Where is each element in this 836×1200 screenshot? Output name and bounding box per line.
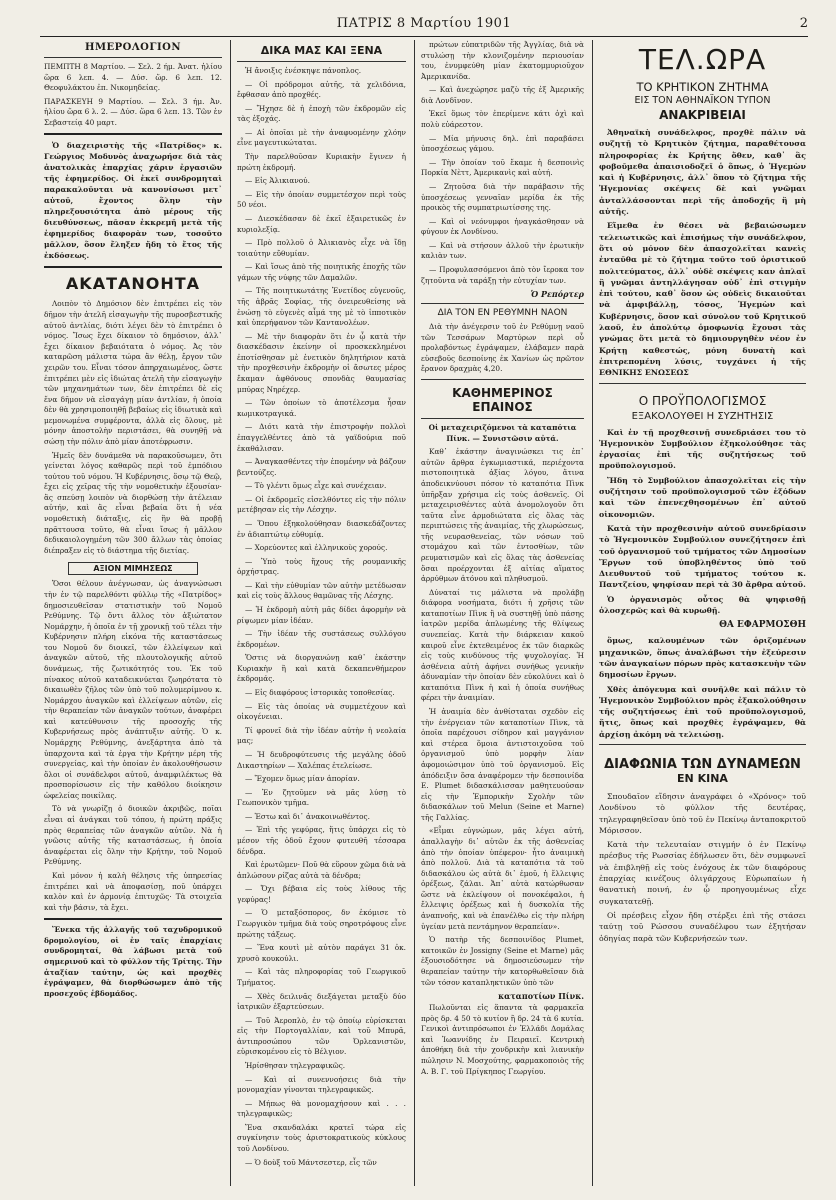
col3-paragraph: — Προφυλασσόμενοι ἀπὸ τὸν ἴεροκα τον ζητοῦντα νὰ ταράξῃ τὴν εὐτυχίαν των. [421,264,584,285]
column-4 [592,40,812,1186]
col2-paragraph: — Εἰς Ἀλικιανού. [245,176,310,186]
subheading-kritikon-zitima: ΤΟ ΚΡΗΤΙΚΟΝ ΖΗΤΗΜΑ [636,80,769,94]
col2-paragraph: — Χορεύοντες καὶ ἑλληνικοὺς χορούς. [245,543,388,553]
col4-paragraph-10: Σπουδαῖον εἴδησιν ἀναγράφει ὁ «Χρόνος» τοῦ Λονδίνου τὸ φύλλον τῆς δευτέρας, τηλεγραφηθεῖσαν ὑπὸ τοῦ ἐν Πεκίνῳ ἀνταποκριτοῦ Μόρισσον. [599,792,806,835]
col2-paragraph: Τὴν παρελθοῦσαν Κυριακὴν ἔγινεν ἡ πρώτη ἐκδρομή. [237,152,406,172]
col4-paragraph-4: Ἤδη τὸ Συμβούλιον ἀπασχολεῖται εἰς τὴν συζήτησιν τοῦ προϋπολογισμοῦ τῶν ἐξόδων καὶ τῶν ἐπενεχθησομένων ἐπ᾽ αὐτοῦ οἰκονομιῶν. [599,475,806,519]
heading-akatanoita: ΑΚΑΤΑΝΟΗΤΑ [65,274,201,294]
heading-diafonia: ΔΙΑΦΩΝΙΑ ΤΩΝ ΔΥΝΑΜΕΩΝ [604,757,801,772]
col2-paragraph: — Αἱ ὁποῖαι μὲ τὴν ἀναφυομένην χλόην εἶνε μαγευτικώταται. [237,127,406,148]
subheading-syzitisis: ΕΞΑΚΟΛΟΥΘΕΙ Η ΣΥΖΗΤΗΣΙΣ [631,410,774,422]
col2-paragraph: Τί φρονεῖ διὰ τὴν ἰδέαν αὐτὴν ἡ νεολαία μας; [237,725,406,746]
reporter-signature: Ὁ Ρεπόρτερ [530,289,584,300]
col2-paragraph: — Ἐπὶ τῆς γεφύρας, ἥτις ὑπάρχει εἰς τὸ μέσον τῆς ὁδοῦ ἔχουν φυτευθῆ τέσσαρα δένδρα. [237,825,406,856]
col4-paragraph-9: Χθὲς ἀπόγευμα καὶ συνῆλθε καὶ πάλιν τὸ Ἡγεμονικὸν Συμβούλιον πρὸς ἐξακολούθησιν τῆς συζητήσεως ἐπὶ τοῦ προϋπολογισμοῦ, ἥτις, ὅπως καὶ προχθὲς ἐγράψαμεν, θὰ ἀρχίσῃ ἀκόμη νὰ τελειώσῃ. [599,684,806,739]
col2-paragraph: — Ἡ δευδροφύτευσις τῆς μεγάλης ὁδοῦ Δικαστηρίων — Χαλέπας ἐτελείωσε. [237,749,406,770]
col4-emphasis: ΘΑ ΕΦΑΡΜΟΣΘΗ [719,620,806,631]
epainos-paragraph-2: Δύναταί τις μάλιστα νὰ προλάβῃ διάφορα νοσήματα, διότι ἡ χρῆσις τῶν καταποτίων Πὶνκ ἢ νὰ συστηθῇ ὑπὸ πάσης ἰατρῶν μερίδα ἀπλωμένης τῆς θλίψεως συνεπείας. Κατὰ τὴν διάρκειαν κακοῦ καιροῦ εἶνε ἐκτεθειμένος ἐκ τῶν διαρκῶς εἰς τοὺς κινδύνους τῆς ψυχολογίας. Ἡ ἀσθένεια αὐτὴ ἀφήνει συνήθως γενικὴν ἀδυναμίαν τὴν ὁποίαν δὲν εὐκολύνει καὶ ὁ καταπότια Πὶνκ ἡ καὶ ἡ ὁποία συνήθως φέρει τὴν ἀναιμίαν. [421,587,584,703]
col2-paragraph: Ἡ ἄνοιξις ἐνέσκηψε πάνοπλος. [245,66,362,75]
announcement: Ὁ διαχειριστὴς τῆς «Πατρίδος» κ. Γεώργιος Μοδυνὸς ἀναχωρήσε διὰ τὰς ἀνατολικὰς ἐπαρχίας χάριν ἐργασιῶν τῆς ἐφημερίδος. Οἱ ἐκεῖ συνδρομηταὶ παρακαλοῦνται νὰ κανονίσωσι μετ᾽ αὐτοῦ, ἔχοντος ὅλην τὴν πληρεξουσιότητα ἀπὸ μέρους τῆς διευθύνσεως, πᾶσαν ἐκκρεμῆ μετὰ τῆς ἐφημερίδος διαφορὰν των, τοσοῦτο μᾶλλον, ὅσον ἔληξεν ἤδη τὸ ἔτος τῆς ἐκδόσεως. [44,141,222,261]
col2-paragraph: — Διότι κατὰ τὴν ἐπιστροφὴν πολλοὶ ἐπαγγελθέντες ἀπὸ τὰ γαϊδούρια ποῦ ἐκαθάλισαν. [237,422,406,453]
heading-proypologismos: Ο ΠΡΟΫΠΟΛΟΓΙΣΜΟΣ [638,393,767,408]
col2-paragraph: — Εἰς διαφόρους ἱστορικὰς τοποθεσίας. [245,688,395,698]
col4-paragraph-2: Εἴμεθα ἐν θέσει νὰ βεβαιώσωμεν τελειωτικῶς καὶ ἐπισήμως τὴν συνάδελφον, ὅτι οὐ μόνον δὲν ἀπασχολεῖται κανεὶς ἐνταῦθα μὲ τὸ ζήτημα τοῦτο τοῦ ὁριστικοῦ πολιτεύματος, ἀλλ᾽ οὐδὲ σκέψεις καν ἀπλαῖ ἢ γνῶμαι ἀντηλλάγησαν οὐδ᾽ ἐπὶ στιγμὴν ἐπὶ τούτου, καθ᾽ ὅσον ὡς οὐδεὶς δικαιοῦται νὰ ἀμφιβάλλῃ, τόσος, Ἡγεμὼν καὶ Κυβέρνησις, ὅσον καὶ σύνολον τοῦ Κρητικοῦ λαοῦ, ἐν ἀπολύτῳ ὁμοφωνίᾳ ἔχουσι τὰς γνώμας ὅτι μετὰ τὸ δημιουργηθὲν νέον ἐν Κρήτῃ καθεστώς, μόνη δυνατὴ καὶ ἐπιτρεπομένη λύσις, τυγχάνει ἡ τῆς ΕΘΝΙΚΗΣ ΕΝΩΣΕΩΣ [599,221,806,378]
col2-paragraph: — Οἱ πρόδρομοι αὐτῆς, τὰ χελιδόνια, ἔφθασαν ἀπὸ προχθές. [237,79,406,100]
col2-paragraph: Ὅστις νὰ διοργανώνῃ καθ᾽ ἑκάστην Κυριακὴν ἢ καὶ κατὰ δεκαπενθήμερον ἐκδρομάς. [237,653,406,684]
epainos-product-name: καταποτίων Πίνκ. [498,991,584,1002]
col2-paragraph: — Καὶ τὴν εὐθυμίαν τῶν αὐτὴν μετέδωσαν καὶ εἰς τοὺς ἄλλους θαμῶνας τῆς Λέσχης. [237,580,406,601]
col2-paragraph: — Ἡ ἐκδρομὴ αὐτὴ μᾶς δίδει ἀφορμὴν νὰ ρίψωμεν μίαν ἰδέαν. [237,605,406,625]
epainos-paragraph-5: Ὁ πατὴρ τῆς δεσποινίδος Plumet, κατοικῶν ἐν Jossigny (Seine et Marne) μᾶς ἐξουσιοδότησε νὰ δημοσιεύσωμεν τὴν θεραπείαν ταύτην τὴν κατορθωθεῖσαν διὰ τῶν τόσον καταπληκτικῶν ὑπὸ τῶν [421,935,584,987]
page-number: 2 [799,16,808,31]
col2-paragraph: — Εἰς τὰς ὁποίας νὰ συμμετέχουν καὶ οἰκογένειαι. [237,701,406,722]
epainos-paragraph-4: «Εἶμαι εὐγνώμων, μᾶς λέγει αὐτή, ἀπαλλαγὴν δι᾽ αὐτῶν ἐκ τῆς ἀσθενείας ἀπὸ τὴν ὁποίαν ὑπέφερον· ἦτο ἀναιμικὴ ἀπὸ πολλοῦ. Διὰ τὰ καταπότια τὰ τοῦ διδασκάλου ὡς αὐτὰ δι᾽ ἐμοῦ, ἡ ἔλλειψις ὀρέξεως, ζάλαι. Ἀπ᾽ αὐτὰ κατώρθωσαν ὥστε νὰ ἐκλείψουν οἱ πονοκέφαλοι, ἡ ἔλλειψις ὀρέξεως καὶ ἡ δυσκολία τῆς ἀναπνοῆς, καὶ νὰ ἐπανέλθω εἰς τὴν πλήρη ὑγείαν μετὰ πεντάμηνον θεραπείαν». [421,826,584,931]
heading-aksion-mimiseos: ΑΞΙΟΝ ΜΙΜΗΣΕΩΣ [68,562,198,575]
column-2 [230,40,412,1186]
col2-paragraph: — Ἀναγκασθέντες τὴν ἑπομένην νὰ βάζουν βεντούζες. [237,457,406,477]
col2-paragraph: — Χθὲς δειλινᾶς διεξάγεται μεταξὺ δύο ἰατρικῶν ἐξαρτεύσεων. [237,991,406,1012]
subheading-athinaikon-typon: ΕΙΣ ΤΟΝ ΑΘΗΝΑΪΚΟΝ ΤΥΠΟΝ [634,95,771,106]
column-1 [38,40,228,1186]
col2-paragraph: — Τῶν ὁποίων τὸ ἀποτέλεσμα ἦσαν κωμικοτραγικά. [237,398,406,418]
naos-paragraph: Διὰ τὴν ἀνέγερσιν τοῦ ἐν Ρεθύμνῃ ναοῦ τῶν Τεσσάρων Μαρτύρων περὶ οὗ προλαβόντως ἐγράψαμεν, ἐλάβαμεν παρὰ εὐσεβοῦς δεσποίνης ἐκ Χανίων ὡς πρῶτον ἔρανον δραχμὰς 4,20. [421,322,584,374]
col2-paragraph: — Ἐν ζητοῦμεν νὰ μᾶς λύσῃ τὸ Γεωπονικὸν τμῆμα. [237,787,406,808]
epainos-subheading: Οἱ μεταχειριζόμενοι τὰ καταπότια Πίνκ. — Συνιστῶσιν αὐτά. [428,423,577,443]
col4-paragraph-1: Ἀθηναϊκὴ συνάδελφος, προχθὲ πάλιν νὰ συζητῇ τὸ Κρητικὸν ζήτημα, παραθέτουσα πληροφορίας ἐκ Κρήτης ὅθεν, καθ᾽ ἃς φοβοῦμεθα ἀπαισιοδοξεῖ ὁ ὅπως, ὁ Ἡγεμὼν καὶ ἡ Κυβέρνησις, ἀλλ᾽ ὅπου τὸ ζήτημα τῆς Ἡγεμονίας σκέψεις δὲ καὶ γνῶμαι ἀνταλλάσσονται περὶ τῆς ἀποδοχῆς ἢ μὴ αὐτῆς. [599,128,806,217]
col2-paragraph: — Διεσκέδασαν δὲ ἐκεῖ ἐξαιρετικῶς ἐν κυριολεξίᾳ. [237,213,406,234]
col3-paragraph: — Ζητοῦσα διὰ τὴν παράβασιν τῆς ὑποσχέσεως γενναῖαν μερίδα ἐκ τῆς προικὸς τῆς συμπατριωτίσσης της. [421,181,584,213]
col2-paragraph: — Ἐστω καὶ δι᾽ ἀνακοινωθέντος. [245,811,370,821]
heading-en-kina: ΕΝ ΚΙΝΑ [677,772,728,785]
col2-paragraph: — Καὶ ἴσως ἀπὸ τῆς ποιητικῆς ἐποχῆς τῶν γάμων τῆς νύφης τῶν Δαμαλῶν. [237,262,406,282]
epainos-paragraph-1: Καθ᾽ ἑκάστην ἀναγινώσκει τις ἐπ᾽ αὐτῶν ἄρθρα ἐγκωμιαστικά, περιέχοντα πιστοποιητικὰ ἀξίας λόγου, ἅτινα ἀποδεικνύουσι πόσον τὸ καταπότια Πὶνκ ὑπῆρξαν χρήσιμα εἰς τοὺς ἀσθενεῖς. Οἱ μεταχειρισθέντες αὐτὰ ἀνομολογοῦν ὅτι ταῦτα εἶνε ἀρμοδιώτατα εἰς ὅλας τὰς περιπτώσεις τῆς ἀναιμίας, τῆς χλωρώσεως, τῆς νευρασθενείας, τῶν νόσων τοῦ στομάχου καὶ τῶν ἐντοσθίων, τῶν ρευματισμῶν καὶ εἰς ὅλας τὰς ἀσθενείας ὅσαι προέρχονται ἐξ αἰτίας αἵματος ἀρρύθμων ἀτόνου καὶ πληθυσμοῦ. [421,447,584,584]
col2-paragraph: — Μὲ τὴν διαφορὰν ὅτι ἐν ᾧ κατὰ τὴν διασκέδασιν ἐκείνην οἱ προσκεκλημένοι ἐποτίσθησαν μὲ ἐνετικὸν δηλητήριον κατὰ τὴν προχθεσινὴν ἐκδρομὴν οἱ ἄσωτες μέρος ἔκαμαν ἀφθόνους σπονδὰς θαυμασίας μπύρας Νηρέχερ. [237,331,406,394]
heading-telefteia-ora: ΤΕΛ.ΩΡΑ [638,43,767,76]
column-3 [414,40,590,1186]
col3-paragraph: — Καὶ ἀνεχώρησε μαζὺ τῆς ἐξ Ἀμερικῆς διὰ Λονδῖνον. [421,85,584,105]
col3-paragraph: — Καὶ οἱ νεόνυμφοι ἠναγκάσθησαν νὰ φύγουν ἐκ Λονδίνου. [421,216,584,237]
col2-paragraph: — Τῆς ποιητικωτάτης Ἐνετίδος εὐγενοῦς, τῆς ἁβρᾶς Σοφίας, τῆς ὀνειρευθείσης νὰ ἑνώσῃ τὸ εὐγενὲς αἷμά της μὲ τὸ ἱπποτικὸν καὶ ὑπερήφανον τῶν Καντανολέων. [237,286,406,328]
col4-paragraph-6: Ὁ ὀργανισμὸς οὗτος θὰ ψηφισθῇ ὁλοσχερῶς καὶ θὰ κυρωθῇ. [599,594,806,615]
col4-paragraph-3: Καὶ ἐν τῇ προχθεσινῇ συνεδριάσει του τὸ Ἡγεμονικὸν Συμβούλιον ἐξηκολούθησε τὰς ἐργασίας ἐπὶ τῆς συζητήσεως τοῦ προϋπολογισμοῦ. [599,427,806,471]
subheading-anakriveiai: ΑΝΑΚΡΙΒΕΙΑΙ [659,108,746,122]
col4-paragraph-11: Κατὰ τὴν τελευταίαν στιγμήν ὁ ἐν Πεκίνῳ πρέσβυς τῆς Ρωσσίας ἐδήλωσεν ὅτι, δὲν συμφωνεῖ νὰ ἐπιβληθῇ εἰς τοὺς ἐνόχους ἐκ τῶν διαφόρους ἐπαρχίας κινέζους ὀλιγάρχους Εὐρωπαίων ἡ θανατικὴ ποινή, ἐν ᾧ προηγουμένως εἶχε συγκατατεθῇ. [599,840,806,906]
col2-paragraph: — Ἔχομεν ὅμως μίαν ἀπορίαν. [245,774,360,784]
calendar-friday: ΠΑΡΑΣΚΕΥΗ 9 Μαρτίου. — Σελ. 3 ήμ. Ἀν. ἡλίου ὥρα 6 λ. 2. — Δύσ. ὥρα 6 λεπ. 13. Τῶν ἐν Σεβαστείᾳ 40 μαρτ. [44,96,222,127]
heading-kathimerinos-epainos: ΚΑΘΗΜΕΡΙΝΟΣ ΕΠΑΙΝΟΣ [452,386,553,415]
col2-paragraph: — Οἱ ἐκδρομεῖς εἰσελθόντες εἰς τὴν πόλιν μετέβησαν εἰς τὴν Λέσχην. [237,494,406,515]
col3-paragraph: πρώτων εὐπατριδῶν τῆς Ἀγγλίας, διὰ νὰ στυλώσῃ τὴν κλονιζομένην περιουσίαν του, ἐνυμφεύθη μίαν ἑκατομμυριοῦχον Ἀμερικανίδα. [421,40,584,81]
col2-paragraph: Καὶ ἐρωτῶμεν· Ποῦ θὰ εὕρουν χῶμα διὰ νὰ ἀπλώσουν ρίζας αὐτὰ τὰ δένδρα; [237,860,406,880]
heading-dika-mas: ΔΙΚΑ ΜΑΣ ΚΑΙ ΞΕΝΑ [260,44,383,57]
col2-paragraph: — Πρὸ πολλοῦ ὁ Ἀλικιανὸς εἶχε νὰ ἴδῃ τοιαύτην εὔθυμίαν. [237,238,406,258]
akatanoita-paragraph-2: Ἡμεῖς δὲν δυνάμεθα νὰ παρακοῦσωμεν, ὅτι γείνεται λόγος καθαρῶς περὶ τοῦ ἐμπόδιου τούτου τοῦ νόμου. Ἡ Κυβέρνησις, ὅσῳ τῷ Θεῷ, ἔχει εἰς χεῖρας τῆς τὴν νομοθετικὴν ἐξουσίαν· ἂς σπεύσῃ λοιπὸν νὰ διορθώσῃ τὴν ἀτέλειαν αὐτήν, καὶ ἂς εἶναι βεβαία ὅτι ἡ νέα νομοθετικὴ διάταξις, εἰς ἣν θὰ προβῇ πρᾶττουσα τοῦτο, θὰ εἶναι ἴσως ἡ μᾶλλον δεδικαιολογημένη τῶν 300 ἄλλων τὰς ὁποίας διέπραξεν εἰς τὸ διάστημα τῆς διετίας. [44,450,222,555]
masthead-title: ΠΑΤΡΙΣ 8 Μαρτίου 1901 [336,16,512,31]
col2-paragraph: Ἕνα σκανδαλάκι κρατεῖ τώρα εἰς συγκίνησιν τοὺς ἀριστοκρατικοὺς κύκλους τοῦ Λονδίνου. [237,1122,406,1154]
col4-paragraph-8: ὅμως, καλουμένων τῶν ὁριζομένων μηχανικῶν, ὅπως ἀναλάβωσι τὴν ἐξεύρεσιν τῶν ἀναγκαίων πόρων πρὸς κατασκευὴν τῶν δημοσίων ἔργων. [599,636,806,680]
aksion-paragraph-2: Τὸ νὰ γνωρίζῃ ὁ διοικῶν ἀκριβῶς, ποῖαι εἶναι αἱ ἀνάγκαι τοῦ τόπου, ἡ πρώτη πράξις πρὸς θεραπείας τῶν ἀναγκῶν αὐτῶν. Νὰ ἡ γνῶσις αὐτῆς τῆς καταστάσεως, ἡ ὁποία ἀναφέρεται εἰς ὅλην τὴν Κρήτην, τοῦ Νομοῦ Ρεθύμνης. [44,804,222,867]
aksion-paragraph-3: Καὶ μόνον ἡ καλὴ θέλησις τῆς ὑπηρεσίας ἐπιτρέπει καὶ νὰ ἀποφασίσῃ, ποῦ ὑπάρχει καλὸν καὶ ἐν ἀρμονίᾳ ἐπιτυχῶς· Τὰ στοιχεῖα καὶ τὴν βάσιν, τὰ ἔχει. [44,870,222,912]
col2-paragraph: — Καὶ τὰς πληροφορίας τοῦ Γεωργικοῦ Τμήματος. [237,967,406,987]
col3-paragraph: — Καὶ νὰ στήσουν ἀλλοῦ τὴν ἐρωτικὴν καλιὰν των. [421,240,584,261]
masthead [40,14,808,37]
col2-paragraph: — Τὴν ἰδέαν τῆς συστάσεως συλλόγου ἐκδρομέων. [237,629,406,649]
col2-paragraph: — Ὁ δοὺξ τοῦ Μάντσεστερ, εἷς τῶν [245,1157,377,1167]
calendar-thursday: ΠΕΜΠΤΗ 8 Μαρτίου. — Σελ. 2 ήμ. Ἀνατ. ἡλίου ὥρα 6 λεπ. 4. — Δύσ. ὥρ. 6 λεπ. 12. Θεοφυλάκτου ἐπ. Νικομηδείας. [44,62,222,93]
col2-paragraph: — Ὁ μεταξόσπορος, δν ἐκόμισε τὸ Γεωργικὸν τμῆμα διὰ τοὺς σηροτρόφους εἶνε πρώτης τάξεως. [237,908,406,939]
col2-paragraph: — Ὑπὸ τοὺς ἤχους τῆς ρουμανικῆς ὀρχήστρας. [237,556,406,577]
col2-paragraph: — Ἤχησε δὲ ἡ ἐποχὴ τῶν ἐκδρομῶν εἰς τὰς ἐξοχάς. [237,103,406,124]
col2-paragraph: — Τοῦ Ἀεροπλὸ, ἐν τῷ ὁποίῳ εὑρίσκεται εἰς τὴν Πορτογαλλίαν, καὶ τοῦ Μπυρᾶ, ἀντιπροσώπου τῶν Ὀρλεανιστῶν, εὑρισκομένου εἰς τὸ Βέλγιον. [237,1015,406,1057]
col2-paragraph: — Καὶ αἱ συνεννοήσεις διὰ τὴν μονομαχίαν γίνονται τηλεγραφικῶς. [237,1074,406,1095]
epainos-paragraph-3: Ἡ ἀναιμία δὲν ἀνθίσταται σχεδὸν εἰς τὴν ἐνέργειαν τῶν καταποτίων Πὶνκ, τὰ ὁποῖα παρέχουσι σίδηρον καὶ μαγγάνιον καὶ στέρεα ὅμοια ἀντιστοιχοῦσα τοῦ ὀργανισμοῦ ὑπὸ μορφὴν λίαν ἀφομοιώσιμον ὑπὸ τοῦ ὀργανισμοῦ. Εἰς ἀπόδειξιν ὅσα ἀναφέρομεν τὴν δεσποινίδα E. Plumet διδασκάλισσαν μαθητευούσαν εἰς τὴν Ἐμπορικὴν Σχολὴν τῶν διδασκάλων τοῦ Melun (Seine et Marne) τῆς Γαλλίας. [421,707,584,822]
col3-paragraph: — Τὴν ὁποίαν τοῦ ἔκαμε ἡ δεσποινὶς Πορκία Νὲττ, Ἀμερικανὶς καὶ αὐτή. [421,157,584,178]
col2-paragraph: — Εἰς τὴν ὁποίαν συμμετέσχον περὶ τοὺς 50 νέοι. [237,189,406,210]
col2-paragraph: — Ὄχι βέβαια εἰς τοὺς λίθους τῆς γεφύρας! [237,884,406,904]
col2-paragraph: — Μήπως θὰ μονομαχήσουν καὶ . . . τηλεγραφικῶς; [237,1098,406,1119]
col4-paragraph-5: Κατὰ τὴν προχθεσινὴν αὐτοῦ συνεδρίασιν τὸ Ἡγεμονικὸν Συμβούλιον συνεζήτησεν ἐπὶ τοῦ ὀργανισμοῦ τοῦ τμήματος τῶν Δημοσίων Ἔργων τοῦ ὑποβληθέντος ὑπὸ τοῦ Διευθυντοῦ τοῦ τμήματος τούτου κ. Παντζείου, ψηφίσαν περὶ τὰ 30 ἄρθρα αὐτοῦ. [599,523,806,590]
heading-naos: ΔΙΑ ΤΟΝ ΕΝ ΡΕΘΥΜΝΗ ΝΑΟΝ [437,308,568,319]
col3-paragraph: Ἐκεῖ ὅμως τὸν ἐπερίμενε κάτι ὀχὶ καὶ πολὺ εὐάρεστον. [421,109,584,130]
epainos-paragraph-6: Πωλοῦνται εἰς ἅπαντα τὰ φαρμακεῖα πρὸς δρ. 4 50 τὸ κυτίον ἢ δρ. 24 τὰ 6 κυτία. Γενικοὶ ἀντιπρόσωποι ἐν Ἑλλάδι Δομάλας καὶ Ἰωαννίδης ἐν Πειραιεῖ. Κεντρικὴ ἀποθήκη διὰ τὴν χονδρικὴν καὶ λιανικὴν πώλησιν N. Μοσχούτης, φαρμακοποιὸς τῆς Α. Β. Γ. τοῦ Πρίγκηπος Γεωργίου. [421,1003,584,1076]
col3-paragraph: — Μία μήνυσις δηλ. ἐπὶ παραβάσει ὑποσχέσεως γάμου. [421,133,584,154]
col2-paragraph: Ἠρίσθησαν τηλεγραφικῶς. [245,1060,346,1070]
notice-postal: Ἕνεκα τῆς ἀλλαγῆς τοῦ ταχυδρομικοῦ δρομολογίου, οἱ ἐν ταῖς ἐπαρχίαις συνδρομηταί, θὰ λάβωσι μετὰ τοῦ σημερινοῦ καὶ τὸ φύλλον τῆς Τρίτης. Τὴν ἀταξίαν ταύτην, ὡς καὶ προχθὲς ἐγράψαμεν, θὰ διορθώσωμεν ἀπὸ τῆς προσεχοῦς ἑβδομάδος. [44,925,222,998]
col4-paragraph-12: Οἱ πρέσβεις εἶχον ἤδη στέρξει ἐπὶ τῆς στάσει ταύτῃ τοῦ Ρώσσου συναδέλφου των ἐξητήσαν ὁδηγίας παρὰ τῶν Κυβερνήσεών των. [599,910,806,943]
akatanoita-paragraph-1: Λοιπὸν τὸ Δημόσιον δὲν ἐπιτρέπει εἰς τὸν δῆμον τὴν ἀτελῆ εἰσαγωγὴν τῆς πυροσβεστικῆς αὐτοῦ ἀντλίας, διότι λέγει δὲν τὸ ἐπιτρέπει ὁ νόμος. Ἴσως ἔχει δίκαιον τὸ δημόσιον, ἀλλ᾽ ἔχει δίκαιον βεβαιότατα ὁ νόμος. Ἀς τὸν καταρῶση μάλιστα τώρα ἂν θέλῃ, ἔργον τῶν χειρῶν του. Εἶναι τόσον ἀπηρχαιωμένος, ὥστε ἐπιτρέπει μὲν εἰς ἰδιώτας ἀτελῆ τὴν εἰσαγωγὴν τῶν μηχανημάτων των, δὲν ἐπιτρέπει δὲ εἰς ἕνα δῆμον νὰ εἰσαγάγῃ μίαν ἀντλίαν, ἡ ὁποία δὲν θὰ χρησιμοποιηθῇ βεβαίως εἰς ἰδιωτικὰ καὶ μεμονωμένα συμφέροντα, ἀλλὰ εἰς ὅλους, μὲ μόνην ἀποστολὴν περιστάσει, θὰ συνηθῇ νὰ σώσῃ τὴν πόλιν ἀπὸ μίαν ἀποτέφρωσιν. [44,299,222,446]
col2-paragraph: — Τὸ γλέντι ὅμως εἶχε καὶ συνέχειαν. [245,481,387,491]
col2-paragraph: — Ὅπου ἐξηκολούθησαν διασκεδάζοντες ἐν ἀδιαπτώτῳ εὐθυμίᾳ. [237,518,406,539]
col2-paragraph: — Ἕνα κουτὶ μὲ αὐτὸν παράγει 31 ὀκ. χρυσὸ κουκούλι. [237,943,406,963]
aksion-paragraph-1: Ὅσοι θέλουν ἀνέγνωσαν, ὡς ἀναγνώσωσι τὴν ἐν τῷ παρελθόντι φύλλῳ τῆς «Πατρίδος» δημοσιευθεῖσαν στατιστικὴν τοῦ Νομοῦ Ρεθύμνης. Τῷ ὄντι ἄλλος τὸν ἀξιώτατον Νομάρχην, ἡ ὁποῖα ἐν τῇ χρονικῇ τοῦ τέλει τὴν Κυβέρνησιν πλήρη εἰκόνα τῆς καταστάσεως του Νομοῦ δν διοικεῖ, τῶν ἐλλείψεων καὶ ἀναγκῶν αὐτοῦ, τῆς πλουτολογικῆς αὐτοῦ δυνάμεως, τῆς ζωτικότητός του. Ἐκ τοῦ πίνακος αὐτοῦ καταδεικνύεται ζωηρότατα τὸ δικαιωθὲν ζῆλος τῶν ὑπὸ τοῦ πολυμερίμνου κ. Νομάρχου ἀναγκῶν καὶ ἐλλείψεων αὐτῶν, εἰς τὴν θεραπείαν τῶν ἀναγκῶν τούτων, ἀναφέρει καὶ κατεύθυνσιν τῆς προσοχῆς τῆς Κυβερνήσεως πρὸς ἀνάπτυξιν αὐτῆς. Ὁ κ. Νομάρχης Ρεθύμνης, ἀνεξάρτητα ἀπὸ τὰ ὑπαρχοντα καὶ τὰ ἐργα τὴν Κρήτην μέρη τῆς συνεργείας, καὶ τὴν ὁποίαν ἐν ἀκολουθήσωσιν ὅλοι οἱ συνάδελφοι αὐτοῦ, ἀναμφιλέκτως θὰ προσπορίσωσιν εἰς τὴν καθόλου διοίκησιν ὠφελείας ποικίλας. [44,579,222,800]
calendar-heading: ΗΜΕΡΟΛΟΓΙΟΝ [85,42,181,53]
